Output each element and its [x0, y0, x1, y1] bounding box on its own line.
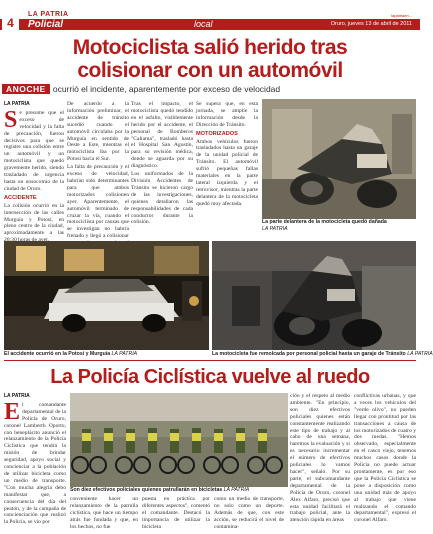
story1-paragraph: De acuerdo a la información preliminar, el accidente de tránsito sucedió cuando el automóvil circulaba por la Murguía en sentido de Oeste a Este, mientras el motociclista iba por la Potosí hacia el Sur.: [67, 101, 129, 163]
story2-dropcap: E: [4, 398, 21, 425]
brand-name: LA PATRIA: [28, 11, 69, 18]
story1-paragraph: Ambos vehículos fueron trasladados hasta un garaje de la unidad policial de Tránsito. El automóvil sufrió pequeñas fallas materiales en la parte lateral izquierda y el retrovisor, mientras la parte delantera de la motocicleta quedó muy afectada.: [196, 138, 258, 207]
story1-paragraph: La colisión ocurrió en la intersección de las calles Murguía y Potosí, en pleno centro de la ciudad, aproximadamente a las: [4, 202, 64, 237]
bicycle-police-photo: [70, 393, 288, 487]
story1-headline-line2: colisionar con un automóvil: [77, 59, 343, 82]
story2-byline: LA PATRIA: [4, 393, 30, 399]
story1-column-3: [131, 101, 193, 241]
story1-subheading-accidente: ACCIDENTE: [4, 194, 37, 201]
story2-paragraph: puesta en práctica por diferentes aspectos", comentó el comandante. Destacó la importancia de utilizar la bicicleta: [142, 496, 210, 530]
bicycle-police-image: [70, 393, 288, 487]
brand-section: Policial: [28, 19, 64, 30]
story1-subhead-text: ocurrió el incidente, aparentemente por exceso de velocidad: [52, 84, 281, 94]
page-number: 4: [2, 17, 19, 30]
story2-column-2: [70, 496, 138, 534]
story1-paragraph: La falta de precaución y el exceso de velocidad, habrían sido determinantes para que ambos motorizados colisionen ayer. Aparentemente, el automóvil terminado de cruzar la vía, cuando el motociclista por causas que se investigan no habría frenado y llegó a colisionar: [67, 164, 129, 240]
story1-dropcap: S: [4, 106, 18, 133]
caption-bicycle-police: Son diez efectivos policiales quienes patrullarán en bicicletas LA PATRIA: [70, 487, 250, 493]
story1-paragraph: Se supera que, en esta jornada, se amplíe la información desde la Dirección de Tránsito.: [196, 101, 258, 128]
garage-image: [212, 241, 416, 350]
page-header: [0, 0, 420, 30]
story2-paragraph: como un medio de transporte, no solo como un deporte. Además de que, con este acción, se reducirá el nivel de contamina-: [214, 496, 284, 530]
caption-credit: LA PATRIA: [111, 351, 138, 357]
story2-column-1: [4, 393, 66, 533]
garage-photo: [212, 241, 416, 350]
story1-byline: LA PATRIA: [4, 101, 30, 107]
caption-credit: LA PATRIA: [407, 351, 433, 357]
story1-column-4: [196, 101, 258, 241]
caption-motorcycle: La parte delantera de la motocicleta quedó dañada LA PATRIA: [262, 219, 387, 232]
story2-paragraph: ción y el respeto al medio ambiente. "En principio, son diez efectivos policiales quienes están constantemente realizando este tipo de trabajo y al cabo de una semana, haremos la evaluación y si es necesario incrementar el número de efectivos policiales lo vamos hacer", señaló. Por su parte, el subcomandante departamental de la Policía de Oruro, coronel Alex Alfaro, precisó que esta unidad facilitará el trabajo policial, ante la atención rápida en áreas: [290, 393, 350, 524]
caption-car: El accidente ocurrió en la Potosí y Murguía LA PATRIA: [4, 351, 138, 357]
story2-column-5: [290, 393, 350, 534]
header-date: Oruro, jueves 13 de abril de 2011: [330, 21, 412, 27]
accident-car-image: [4, 241, 209, 350]
caption-credit: LA PATRIA: [262, 226, 288, 232]
story1-tag: ANOCHE: [2, 84, 50, 94]
story-divider: [4, 360, 416, 361]
caption-credit: LA PATRIA: [223, 487, 250, 493]
motorcycle-image: [262, 99, 416, 219]
story1-paragraph: e presume que el exceso de velocidad y la falta de precaución, fueron decisivos para que se registre una colisión entre un automóvil y un motociclista que quedó gravemente herido, siendo trasladado de urgencia hasta un nosocomio de la ciudad de Oruro.: [4, 109, 64, 192]
story1-headline-line1: Motociclista salió herido tras: [72, 36, 348, 59]
caption-garage: La motocicleta fue remolcada por personal policial hasta un garaje de Tránsito LA PATRIA: [212, 351, 433, 357]
story2-paragraph: conveniente hacer un relanzamiento de la patrulla ciclística, que hace un tiempo atrás fue fundada y que, en los hechos, no fue: [70, 496, 138, 530]
story2-column-4: [214, 496, 284, 534]
motorcycle-photo: [262, 99, 416, 219]
story1-column-1: [4, 101, 64, 241]
story2-paragraph: conflictivas urbanas, y que a veces los vehículos del "verde olivo", no pueden llegar con prontitud por las transacciones a causa de los motorizados de cuatro y dos ruedas. "Hemos observado, especialmente en el casco viejo, tenemos muchos casos donde la Policía no puede actuar prontamente, es por eso que la Policía Ciclística se pone a disposición como una unidad más de apoyo al trabajo que viene realizando el comando departamental", expresó el coronel Alfaro.: [354, 393, 416, 524]
section-label: local: [194, 19, 213, 29]
story2-headline: La Policía Ciclística vuelve al ruedo: [50, 366, 370, 388]
story1-paragraph: Los uniformados de la División Accidentes de Tránsito se hicieron cargo de las investigaciones, quienes detallaron las responsabilidades de cada conductor durante la colisión.: [131, 171, 193, 226]
accident-car-photo: [4, 241, 209, 350]
story1-column-2: [67, 101, 129, 241]
story2-paragraph: l comandante departamental de la Policía de Oruro, coronel Lamberth Oporto, con beneplácito anunció el relanzamiento de la Policía Ciclística que tendrá la misión de brindar seguridad, apoyo social y concienciar a la población de utilizar bicicleta como un medio de transporte. "Con mucha alegría debo manifestar que, a consecuencia del día del peatón, y de la campaña de concienciación que realizó la Policía, se vio por: [4, 401, 66, 526]
story1-paragraph: Tras el impacto, el motociclista quedó tendido en el asfalto, visiblemente herido por el accidente, el personal de Bomberos "Caliama", trasladó hasta el Hospital San Agustín, para su revisión médica, donde se aguarda por su diagnóstico.: [131, 101, 193, 170]
story1-subhead: [2, 83, 418, 95]
story2-column-3: [142, 496, 210, 534]
header-url: lapatriaen...: [391, 13, 412, 18]
story2-column-6: [354, 393, 416, 534]
story1-subheading-motorizados: MOTORIZADOS: [196, 130, 238, 137]
